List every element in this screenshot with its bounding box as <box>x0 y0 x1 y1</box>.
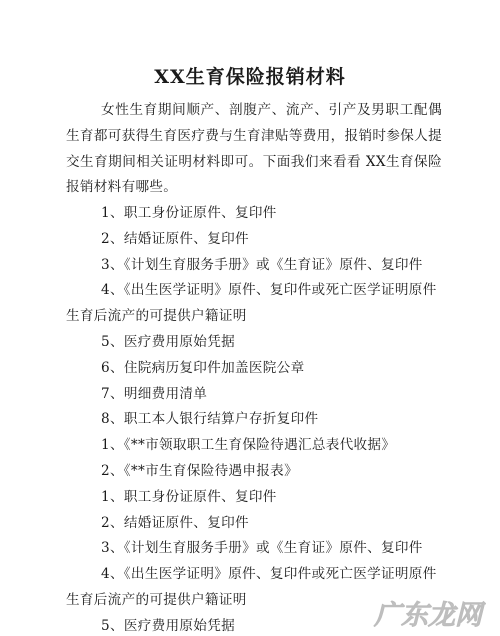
document-title: XX生育保险报销材料 <box>154 66 346 88</box>
list-item: 8、职工本人银行结算户存折复印件 <box>101 411 319 428</box>
list-item: 5、医疗费用原始凭据 <box>101 617 235 634</box>
intro-paragraph: 女性生育期间顺产、剖腹产、流产、引产及男职工配偶生育都可获得生育医疗费与生育津贴等费用，报销时参保人提交生育期间相关证明材料即可。下面我们来看看 XX生育保险报销材料有哪些。 <box>66 102 442 196</box>
list-item: 2、结婚证原件、复印件 <box>101 230 249 247</box>
list-item: 2、结婚证原件、复印件 <box>101 514 249 531</box>
list-item: 7、明细费用清单 <box>101 385 208 402</box>
list-item: 3、《计划生育服务手册》或《生育证》原件、复印件 <box>101 256 423 273</box>
list-item: 3、《计划生育服务手册》或《生育证》原件、复印件 <box>101 540 423 557</box>
list-item: 1、职工身份证原件、复印件 <box>101 205 277 221</box>
list-item: 1、职工身份证原件、复印件 <box>101 488 277 505</box>
list-item: 2、《**市生育保险待遇申报表》 <box>101 462 298 479</box>
list-item: 4、《出生医学证明》原件、复印件或死亡医学证明原件生育后流产的可提供户籍证明 <box>66 566 437 608</box>
watermark-logo <box>370 594 486 632</box>
materials-list <box>66 201 446 636</box>
list-item: 4、《出生医学证明》原件、复印件或死亡医学证明原件生育后流产的可提供户籍证明 <box>66 282 437 325</box>
list-item: 6、住院病历复印件加盖医院公章 <box>101 359 305 376</box>
watermark-text: 广东龙网 <box>374 600 482 631</box>
list-item: 5、医疗费用原始凭据 <box>101 333 235 350</box>
watermark-logo-image <box>370 594 486 632</box>
list-item: 1、《**市领取职工生育保险待遇汇总表代收据》 <box>101 437 396 454</box>
